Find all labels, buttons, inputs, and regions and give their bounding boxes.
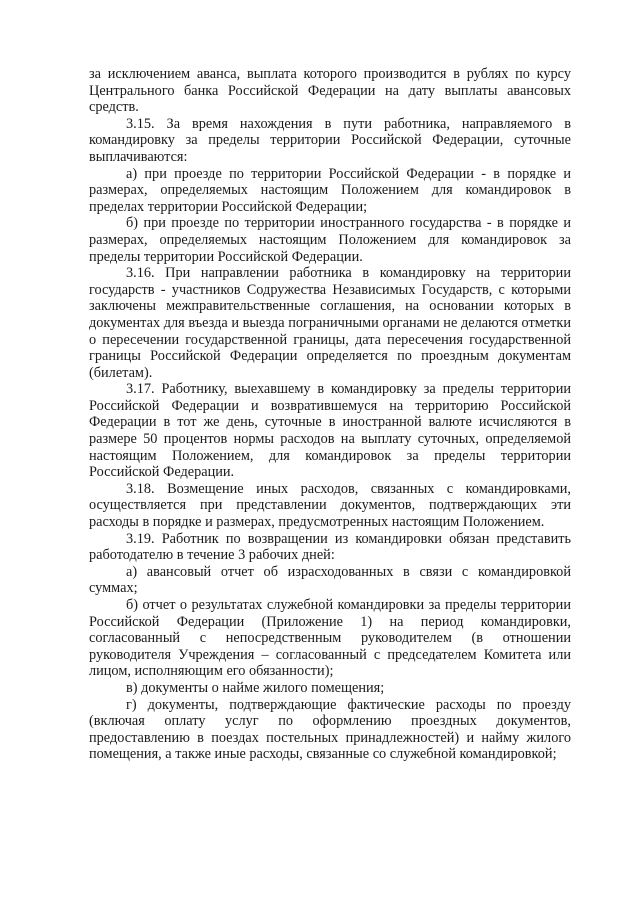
paragraph-3-19-b: б) отчет о результатах служебной командировки за пределы территории Российской Федерации (Приложение 1) на период командировки, согласованный с непосредственным руководителем (в отношении руководителя Учреждения – согласованный с председателем Комитета или лицом, исполняющим его обязанности); — [89, 597, 571, 680]
paragraph-continuation: за исключением аванса, выплата которого производится в рублях по курсу Центрального банка Российской Федерации на дату выплаты авансовых средств. — [89, 66, 571, 116]
paragraph-3-17: 3.17. Работнику, выехавшему в командировку за пределы территории Российской Федерации и возвратившемуся на территорию Российской Федерации в тот же день, суточные в иностранной валюте исчисляются в размере 50 процентов нормы расходов на выплату суточных, определяемой настоящим Положением, для командировок за пределы территории Российской Федерации. — [89, 381, 571, 481]
document-body — [89, 66, 571, 763]
paragraph-3-15: 3.15. За время нахождения в пути работника, направляемого в командировку за пределы территории Российской Федерации, суточные выплачиваются: — [89, 115, 571, 165]
paragraph-3-15-b: б) при проезде по территории иностранного государства - в порядке и размерах, определяемых настоящим Положением для командировок за пределы территории Российской Федерации. — [89, 215, 571, 265]
paragraph-3-15-a: а) при проезде по территории Российской Федерации - в порядке и размерах, определяемых настоящим Положением для командировок в пределах территории Российской Федерации; — [89, 165, 571, 215]
paragraph-3-19: 3.19. Работник по возвращении из командировки обязан представить работодателю в течение 3 рабочих дней: — [89, 530, 571, 564]
paragraph-3-19-g: г) документы, подтверждающие фактические расходы по проезду (включая оплату услуг по оформлению проездных документов, предоставлению в поездах постельных принадлежностей) и найму жилого помещения, а также иные расходы, связанные со служебной командировкой; — [89, 696, 571, 763]
paragraph-3-18: 3.18. Возмещение иных расходов, связанных с командировками, осуществляется при представлении документов, подтверждающих эти расходы в порядке и размерах, предусмотренных настоящим Положением. — [89, 480, 571, 531]
paragraph-3-19-v: в) документы о найме жилого помещения; — [126, 679, 385, 696]
paragraph-3-19-a: а) авансовый отчет об израсходованных в связи с командировкой суммах; — [89, 563, 571, 597]
paragraph-3-16: 3.16. При направлении работника в командировку на территории государств - участников Содружества Независимых Государств, с которыми заключены межправительственные соглашения, на основании которых в документах для въезда и выезда пограничными органами не делаются отметки о пересечении государственной границы, дата пересечения государственной границы Российской Федерации определяется по проездным документам (билетам). — [89, 265, 571, 381]
